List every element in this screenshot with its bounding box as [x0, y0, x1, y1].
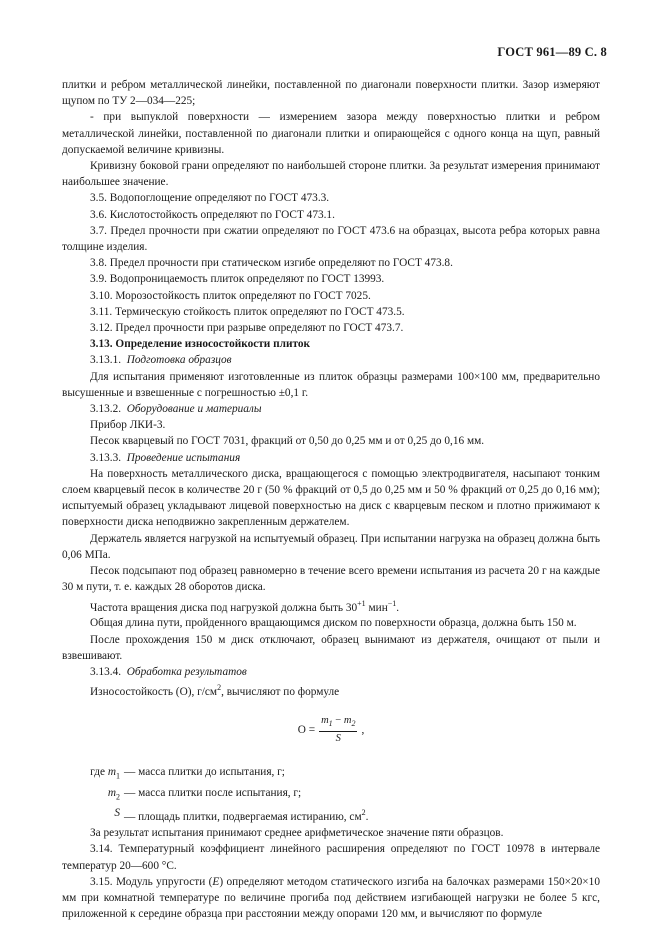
clause-3-15: [62, 874, 600, 923]
paragraph-formula-intro: [62, 680, 600, 700]
text-run: Износостойкость (О), г/см: [90, 686, 218, 699]
paragraph: Держатель является нагрузкой на испытуемый образец. При испытании нагрузка на образец должна быть 0,06 МПа.: [62, 532, 600, 561]
subscript: 2: [116, 791, 120, 801]
paragraph: Песок кварцевый по ГОСТ 7031, фракций от 0,50 до 0,25 мм и от 0,25 до 0,16 мм.: [90, 435, 485, 448]
clause-3-5: 3.5. Водопоглощение определяют по ГОСТ 473.3.: [90, 192, 330, 205]
subsection-heading-3-13-4: [62, 664, 600, 680]
symbol: m: [107, 786, 116, 799]
text-run: где: [90, 766, 105, 779]
paragraph: плитки и ребром металлической линейки, поставленной по диагонали поверхности плитки. Зазор измеряют щупом по ТУ 2—034—225;: [62, 79, 600, 108]
paragraph: Прибор ЛКИ-3.: [90, 419, 166, 432]
legend-row: [62, 764, 600, 784]
paragraph: Для испытания применяют изготовленные из плиток образцы размерами 100×100 мм, предварительно высушенные и взвешенные с погрешностью ±0,1 г.: [62, 370, 600, 399]
legend-row: [62, 805, 600, 825]
subsection-number: 3.13.1.: [90, 354, 122, 367]
symbol: m: [107, 766, 116, 779]
symbol: S: [114, 807, 120, 820]
paragraph: - при выпуклой поверхности — измерением зазора между поверхностью плитки и ребром металлической линейки, поставленной по диагонали плитки и опирающейся с одного конца на щуп, равный допускаемой величине кривизны.: [62, 111, 600, 156]
formula-lhs: О =: [297, 724, 316, 737]
formula-fraction: [319, 714, 357, 746]
paragraph: Песок подсыпают под образец равномерно в течение всего времени испытания из расчета 20 г на каждые 30 м пути, т. е. каждых 28 оборотов диска.: [62, 565, 600, 594]
wear-resistance-formula: [62, 710, 600, 750]
subsection-title: Оборудование и материалы: [126, 403, 262, 416]
text-run: 3.15. Модуль упругости (: [90, 875, 213, 888]
subsection-title: Проведение испытания: [126, 451, 241, 464]
symbol: E: [212, 875, 220, 888]
clause-3-6: 3.6. Кислотостойкость определяют по ГОСТ 473.1.: [90, 208, 335, 221]
legend-row: [62, 785, 600, 805]
subsection-heading-3-13-1: [62, 352, 600, 368]
formula-legend: [62, 764, 600, 825]
superscript: 2: [361, 808, 366, 818]
clause-3-12: 3.12. Предел прочности при разрыве определяют по ГОСТ 473.7.: [90, 322, 404, 335]
paragraph: На поверхность металлического диска, вращающегося с помощью электродвигателя, насыпают тонким слоем кварцевый песок в количестве 20 г (50 % фракций от 0,5 до 0,25 мм и 50 % фракций от 0,25 до 0,16 мм); испытуемый образец укладывают лицевой поверхностью на диск с кварцевым песком и плотно прижимают к поверхности диска неподвижно закрепленным держателем.: [62, 467, 600, 529]
superscript: 2: [217, 683, 222, 693]
paragraph: Кривизну боковой грани определяют по наибольшей стороне плитки. За результат измерения принимают наибольшее значение.: [62, 160, 600, 189]
superscript: −1: [387, 598, 397, 608]
subsection-title: Подготовка образцов: [126, 354, 232, 367]
subscript: 1: [116, 771, 120, 781]
superscript: +1: [357, 598, 366, 608]
text-run: .: [396, 601, 400, 614]
legend-lead: [62, 785, 124, 805]
subsection-title: Обработка результатов: [126, 666, 247, 679]
legend-text: [124, 805, 600, 825]
clause-3-14: 3.14. Температурный коэффициент линейного расширения определяют по ГОСТ 10978 в интервале температур 20—600 °С.: [62, 843, 600, 872]
legend-lead: [62, 805, 124, 825]
symbol: m: [343, 715, 352, 727]
clause-3-8: 3.8. Предел прочности при статическом изгибе определяют по ГОСТ 473.8.: [90, 257, 453, 270]
subsection-number: 3.13.2.: [90, 403, 122, 416]
legend-text: — масса плитки до испытания, г;: [124, 766, 285, 779]
subscript: 2: [351, 719, 356, 729]
text-run: .: [365, 810, 369, 823]
clause-3-9: 3.9. Водопроницаемость плиток определяют по ГОСТ 13993.: [90, 273, 385, 286]
subscript: 1: [328, 719, 333, 729]
paragraph: Общая длина пути, пройденного вращающимся диском по поверхности образца, должна быть 150 м.: [90, 617, 577, 630]
subsection-heading-3-13-3: [62, 450, 600, 466]
paragraph: После прохождения 150 м диск отключают, образец вынимают из держателя, очищают от пыли и взвешивают.: [62, 633, 600, 662]
text-run: ) определяют методом статического изгиба на балочках размерами 150×20×10 мм при комнатной температуре по величине прогиба под действием изгибающей нагрузки не более 5 кгс, приложенной к середине образца при расстоянии между опорами 120 мм, и вычисляют по формуле: [62, 875, 600, 921]
symbol: m: [321, 715, 329, 727]
subsection-number: 3.13.3.: [90, 451, 122, 464]
clause-3-11: 3.11. Термическую стойкость плиток определяют по ГОСТ 473.5.: [90, 305, 405, 318]
page-header: ГОСТ 961—89 С. 8: [497, 45, 607, 59]
subsection-heading-3-13-2: [62, 401, 600, 417]
section-heading-3-13: 3.13. Определение износостойкости плиток: [90, 338, 311, 351]
operator: −: [332, 715, 344, 727]
text-run: мин: [365, 601, 388, 614]
legend-lead: [62, 764, 124, 784]
paragraph-rotation-speed: [62, 596, 600, 616]
formula-tail: ,: [361, 724, 365, 737]
document-body: [62, 77, 600, 922]
clause-3-7: 3.7. Предел прочности при сжатии определяют по ГОСТ 473.6 на образцах, высота ребра которых равна толщине изделия.: [62, 224, 600, 254]
text-run: — площадь плитки, подвергаемая истиранию, см: [124, 810, 362, 823]
formula-denominator: S: [335, 733, 341, 745]
formula-numerator: [319, 714, 357, 732]
legend-text: — масса плитки после испытания, г;: [124, 786, 302, 799]
paragraph: За результат испытания принимают среднее арифметическое значение пяти образцов.: [90, 827, 504, 840]
clause-3-10: 3.10. Морозостойкость плиток определяют по ГОСТ 7025.: [90, 289, 371, 302]
text-run: , вычисляют по формуле: [221, 686, 340, 699]
text-run: Частота вращения диска под нагрузкой должна быть 30: [90, 601, 358, 614]
subsection-number: 3.13.4.: [90, 666, 122, 679]
